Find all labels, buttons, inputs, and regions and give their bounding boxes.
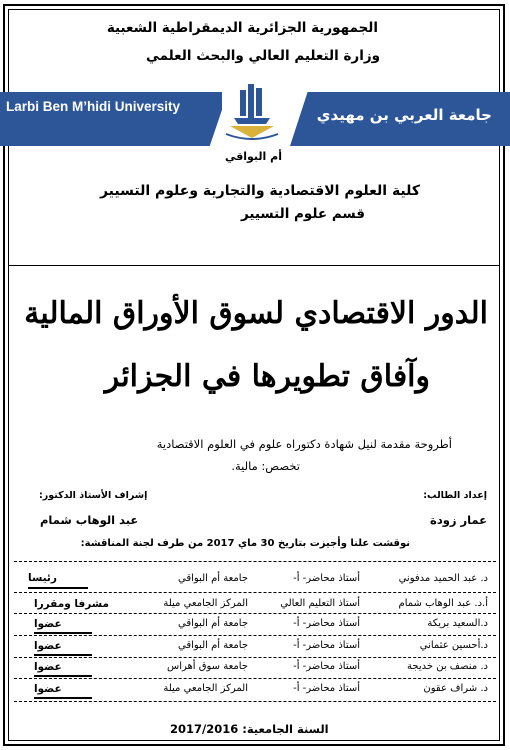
member-institution: جامعة أم البواقي [178, 618, 248, 629]
member-institution: جامعة أم البواقي [178, 573, 248, 584]
department-line: قسم علوم التسيير [240, 206, 365, 222]
thesis-title-line-1: الدور الاقتصادي لسوق الأوراق المالية [24, 296, 488, 331]
member-rank: أستاذ محاضر- أ- [293, 661, 360, 672]
member-role: عضوا [34, 640, 62, 652]
member-role: مشرفا ومقررا [34, 598, 109, 610]
member-institution: المركز الجامعي ميلة [163, 683, 248, 694]
student-name: عمار زودة [430, 513, 487, 527]
row-divider [14, 613, 496, 614]
member-rank: أستاذ التعليم العالي [280, 598, 360, 609]
academic-year [170, 722, 329, 736]
member-name: د. عبد الحميد مدفوني [398, 573, 488, 584]
university-logo [222, 78, 282, 146]
member-name: د.أحسين عثماني [419, 640, 488, 651]
member-institution: جامعة أم البواقي [178, 640, 248, 651]
role-underline [34, 654, 92, 656]
member-name: أ.د. عبد الوهاب شمام [398, 598, 488, 609]
member-institution: جامعة سوق أهراس [167, 661, 248, 672]
member-role: عضوا [34, 661, 62, 673]
member-role: عضوا [34, 618, 62, 630]
thesis-purpose: أطروحة مقدمة لنيل شهادة دكتوراه علوم في العلوم الاقتصادية [156, 437, 452, 451]
thesis-title-line-2: وآفاق تطويرها في الجزائر [104, 359, 430, 394]
row-divider [14, 701, 496, 702]
university-name-ar: جامعة العربي بن مهيدي [316, 106, 492, 124]
republic-line: الجمهورية الجزائرية الديمقراطية الشعبية [106, 20, 378, 36]
row-divider [14, 561, 496, 562]
member-rank: أستاذ محاضر- أ- [293, 683, 360, 694]
city-label: أم البواقي [224, 150, 282, 163]
member-rank: أستاذ محاضر- أ- [293, 573, 360, 584]
row-divider [14, 678, 496, 679]
ministry-line: وزارة التعليم العالي والبحث العلمي [145, 48, 380, 64]
faculty-line: كلية العلوم الاقتصادية والتجارية وعلوم التسيير [99, 183, 420, 199]
header-divider [9, 265, 499, 266]
member-name: د.السعيد بريكة [427, 618, 488, 629]
row-divider [14, 592, 496, 593]
thesis-specialty: تخصص: مالية. [231, 459, 300, 473]
row-divider [14, 635, 496, 636]
role-underline [34, 632, 92, 634]
member-institution: المركز الجامعي ميلة [163, 598, 248, 609]
member-name: د. منصف بن خديجة [407, 661, 488, 672]
role-underline [28, 587, 88, 589]
supervisor-label: إشراف الأستاذ الدكتور: [39, 490, 148, 501]
member-role: رئيسا [28, 572, 57, 584]
academic-year-value: 2017/2016 [170, 722, 239, 736]
role-underline [34, 675, 92, 677]
academic-year-label: السنة الجامعية: [242, 722, 329, 736]
row-divider [14, 657, 496, 658]
member-rank: أستاذ محاضر- أ- [293, 640, 360, 651]
role-underline [34, 697, 92, 699]
member-rank: أستاذ محاضر- أ- [293, 618, 360, 629]
member-role: عضوا [34, 683, 62, 695]
member-name: د. شراف عقون [423, 683, 488, 694]
supervisor-name: عبد الوهاب شمام [40, 513, 139, 527]
student-label: إعداد الطالب: [423, 490, 487, 501]
university-name-en: Larbi Ben M’hidi University [6, 99, 181, 114]
defense-note: نوقشت علنا وأجيزت بتاريخ 30 ماي 2017 من طرف لجنة المناقشة: [80, 538, 410, 549]
